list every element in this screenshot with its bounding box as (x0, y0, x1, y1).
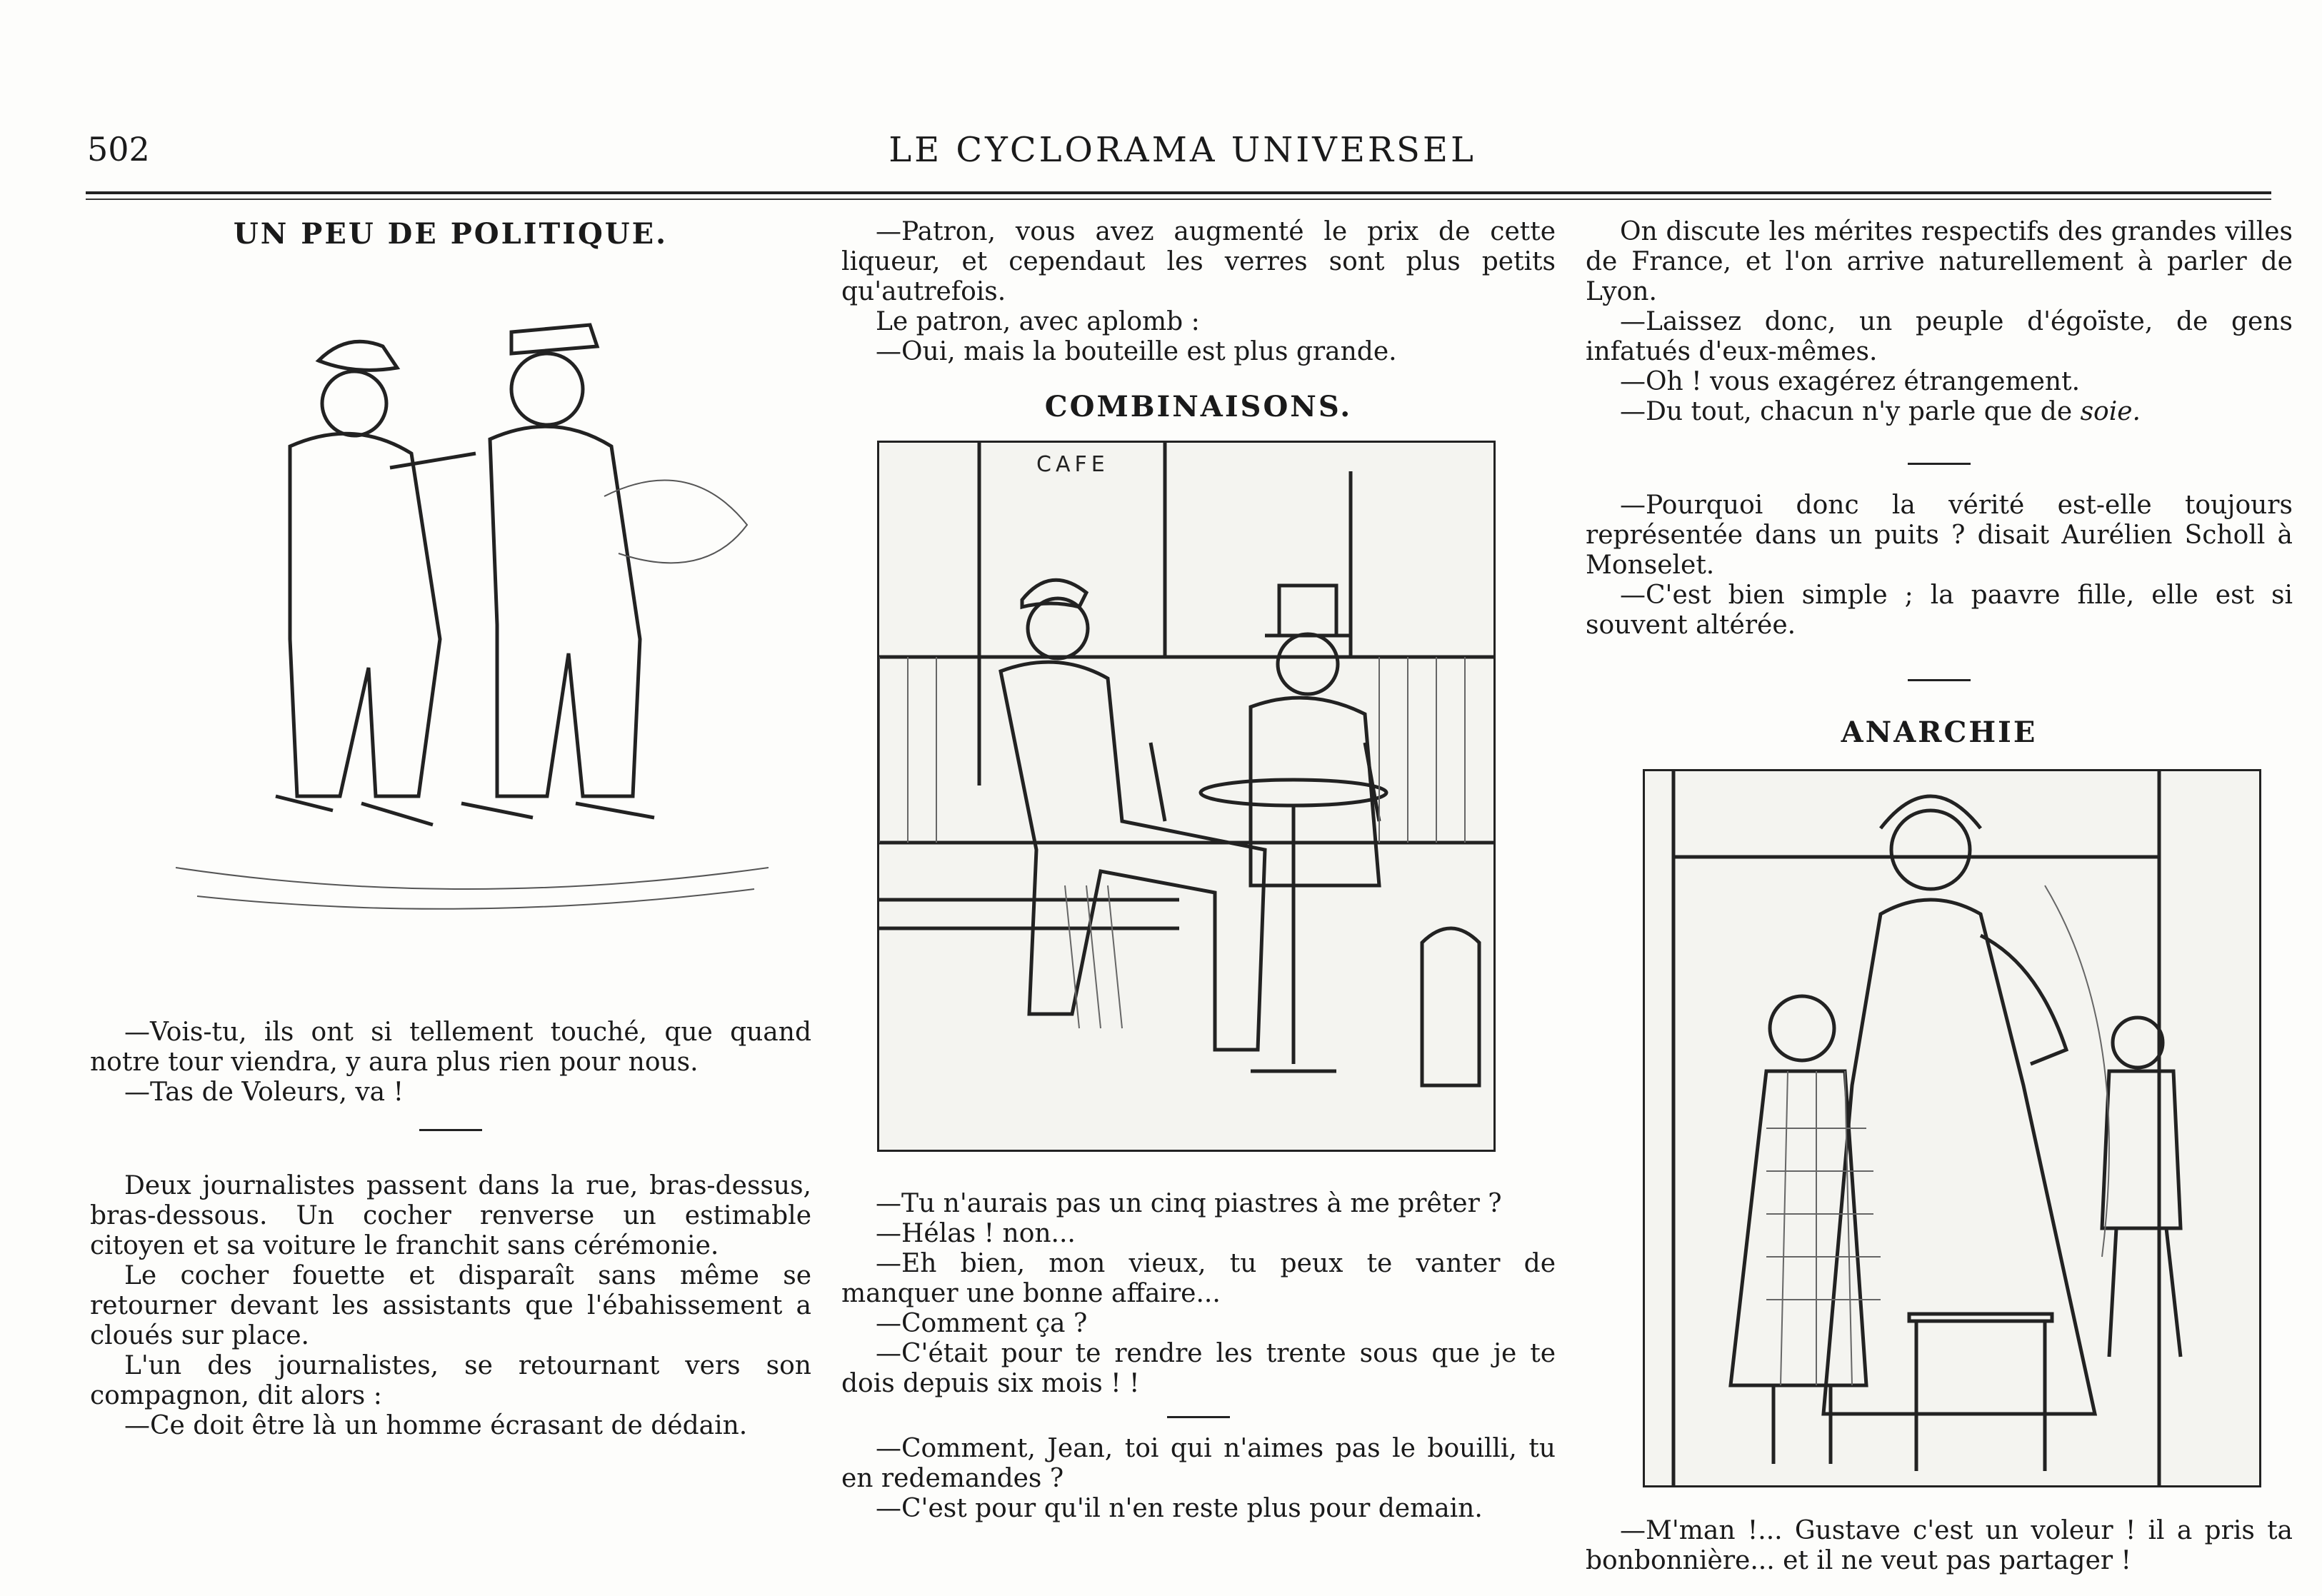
paragraph: —Pourquoi donc la vérité est-elle toujours représentée dans un puits ? disait Aurélien Scholl à Monselet. (1586, 491, 2293, 580)
dialogue-line: —Tu n'aurais pas un cinq piastres à me prêter ? (876, 1189, 1502, 1218)
section-heading-anarchie: ANARCHIE (1841, 716, 2038, 749)
separator (1908, 679, 1971, 681)
paragraph: —Oui, mais la bouteille est plus grande. (876, 337, 1397, 366)
paragraph: —C'est bien simple ; la paavre fille, elle est si souvent altérée. (1586, 581, 2293, 640)
dialogue-line: —C'est pour qu'il n'en reste plus pour demain. (876, 1494, 1483, 1523)
column-1 (90, 214, 811, 1441)
paragraph: On discute les mérites respectifs des grandes villes de France, et l'on arrive naturellement à parler de Lyon. (1586, 217, 2293, 306)
caption: —M'man !... Gustave c'est un voleur ! il a pris ta bonbonnière... et il ne veut pas partager ! (1586, 1516, 2293, 1575)
column-3 (1586, 214, 2293, 1576)
separator (1908, 463, 1971, 465)
paragraph: —Oh ! vous exagérez étrangement. (1620, 367, 2081, 396)
section-heading-politique: UN PEU DE POLITIQUE. (233, 217, 669, 251)
paragraph: L'un des journalistes, se retournant vers son compagnon, dit alors : (90, 1351, 811, 1410)
paragraph: —Patron, vous avez augmenté le prix de cette liqueur, et cependaut les verres sont plus petits qu'autrefois. (841, 217, 1556, 306)
dialogue-line: —Eh bien, mon vieux, tu peux te vanter de manquer une bonne affaire... (841, 1249, 1556, 1308)
dialogue-line: —Hélas ! non... (876, 1219, 1076, 1248)
dialogue-line: —Comment ça ? (876, 1309, 1088, 1338)
illustration-cafe-scene (877, 441, 1496, 1152)
paragraph-text: —Du tout, chacun n'y parle que de (1620, 397, 2081, 426)
column-2 (841, 214, 1556, 1524)
illustration-anarchie-drawing (1645, 771, 2259, 1485)
page-number: 502 (87, 130, 150, 169)
caption-line-1: —Vois-tu, ils ont si tellement touché, que quand notre tour viendra, y aura plus rien pour nous. (90, 1018, 811, 1077)
header-rule (86, 191, 2271, 194)
caption-line-2: —Tas de Voleurs, va ! (124, 1078, 404, 1107)
dialogue-line: —Comment, Jean, toi qui n'aimes pas le bouilli, tu en redemandes ? (841, 1434, 1556, 1493)
cafe-sign: CAFE (1036, 452, 1109, 477)
separator (419, 1129, 482, 1131)
separator (1167, 1416, 1230, 1418)
illustration-two-men-talking (176, 282, 769, 989)
paragraph (1586, 397, 2293, 427)
paragraph: —Ce doit être là un homme écrasant de dédain. (124, 1411, 748, 1440)
illustration-cafe-drawing (879, 443, 1493, 1150)
illustration-mother-children (1643, 769, 2261, 1487)
section-heading-combinaisons: COMBINAISONS. (1044, 390, 1353, 423)
paragraph: Le patron, avec aplomb : (876, 307, 1200, 336)
dialogue-line: —C'était pour te rendre les trente sous que je te dois depuis six mois ! ! (841, 1339, 1556, 1398)
paragraph: Deux journalistes passent dans la rue, bras-dessus, bras-dessous. Un cocher renverse un estimable citoyen et sa voiture le franchit sans cérémonie. (90, 1171, 811, 1260)
header-rule-thin (86, 199, 2271, 200)
running-title: LE CYCLORAMA UNIVERSEL (889, 130, 1476, 170)
italic-word: soie. (2080, 397, 2141, 426)
illustration-two-men-drawing (176, 282, 769, 989)
paragraph: —Laissez donc, un peuple d'égoïste, de gens infatués d'eux-mêmes. (1586, 307, 2293, 366)
paragraph: Le cocher fouette et disparaît sans même se retourner devant les assistants que l'ébahissement a cloués sur place. (90, 1261, 811, 1350)
